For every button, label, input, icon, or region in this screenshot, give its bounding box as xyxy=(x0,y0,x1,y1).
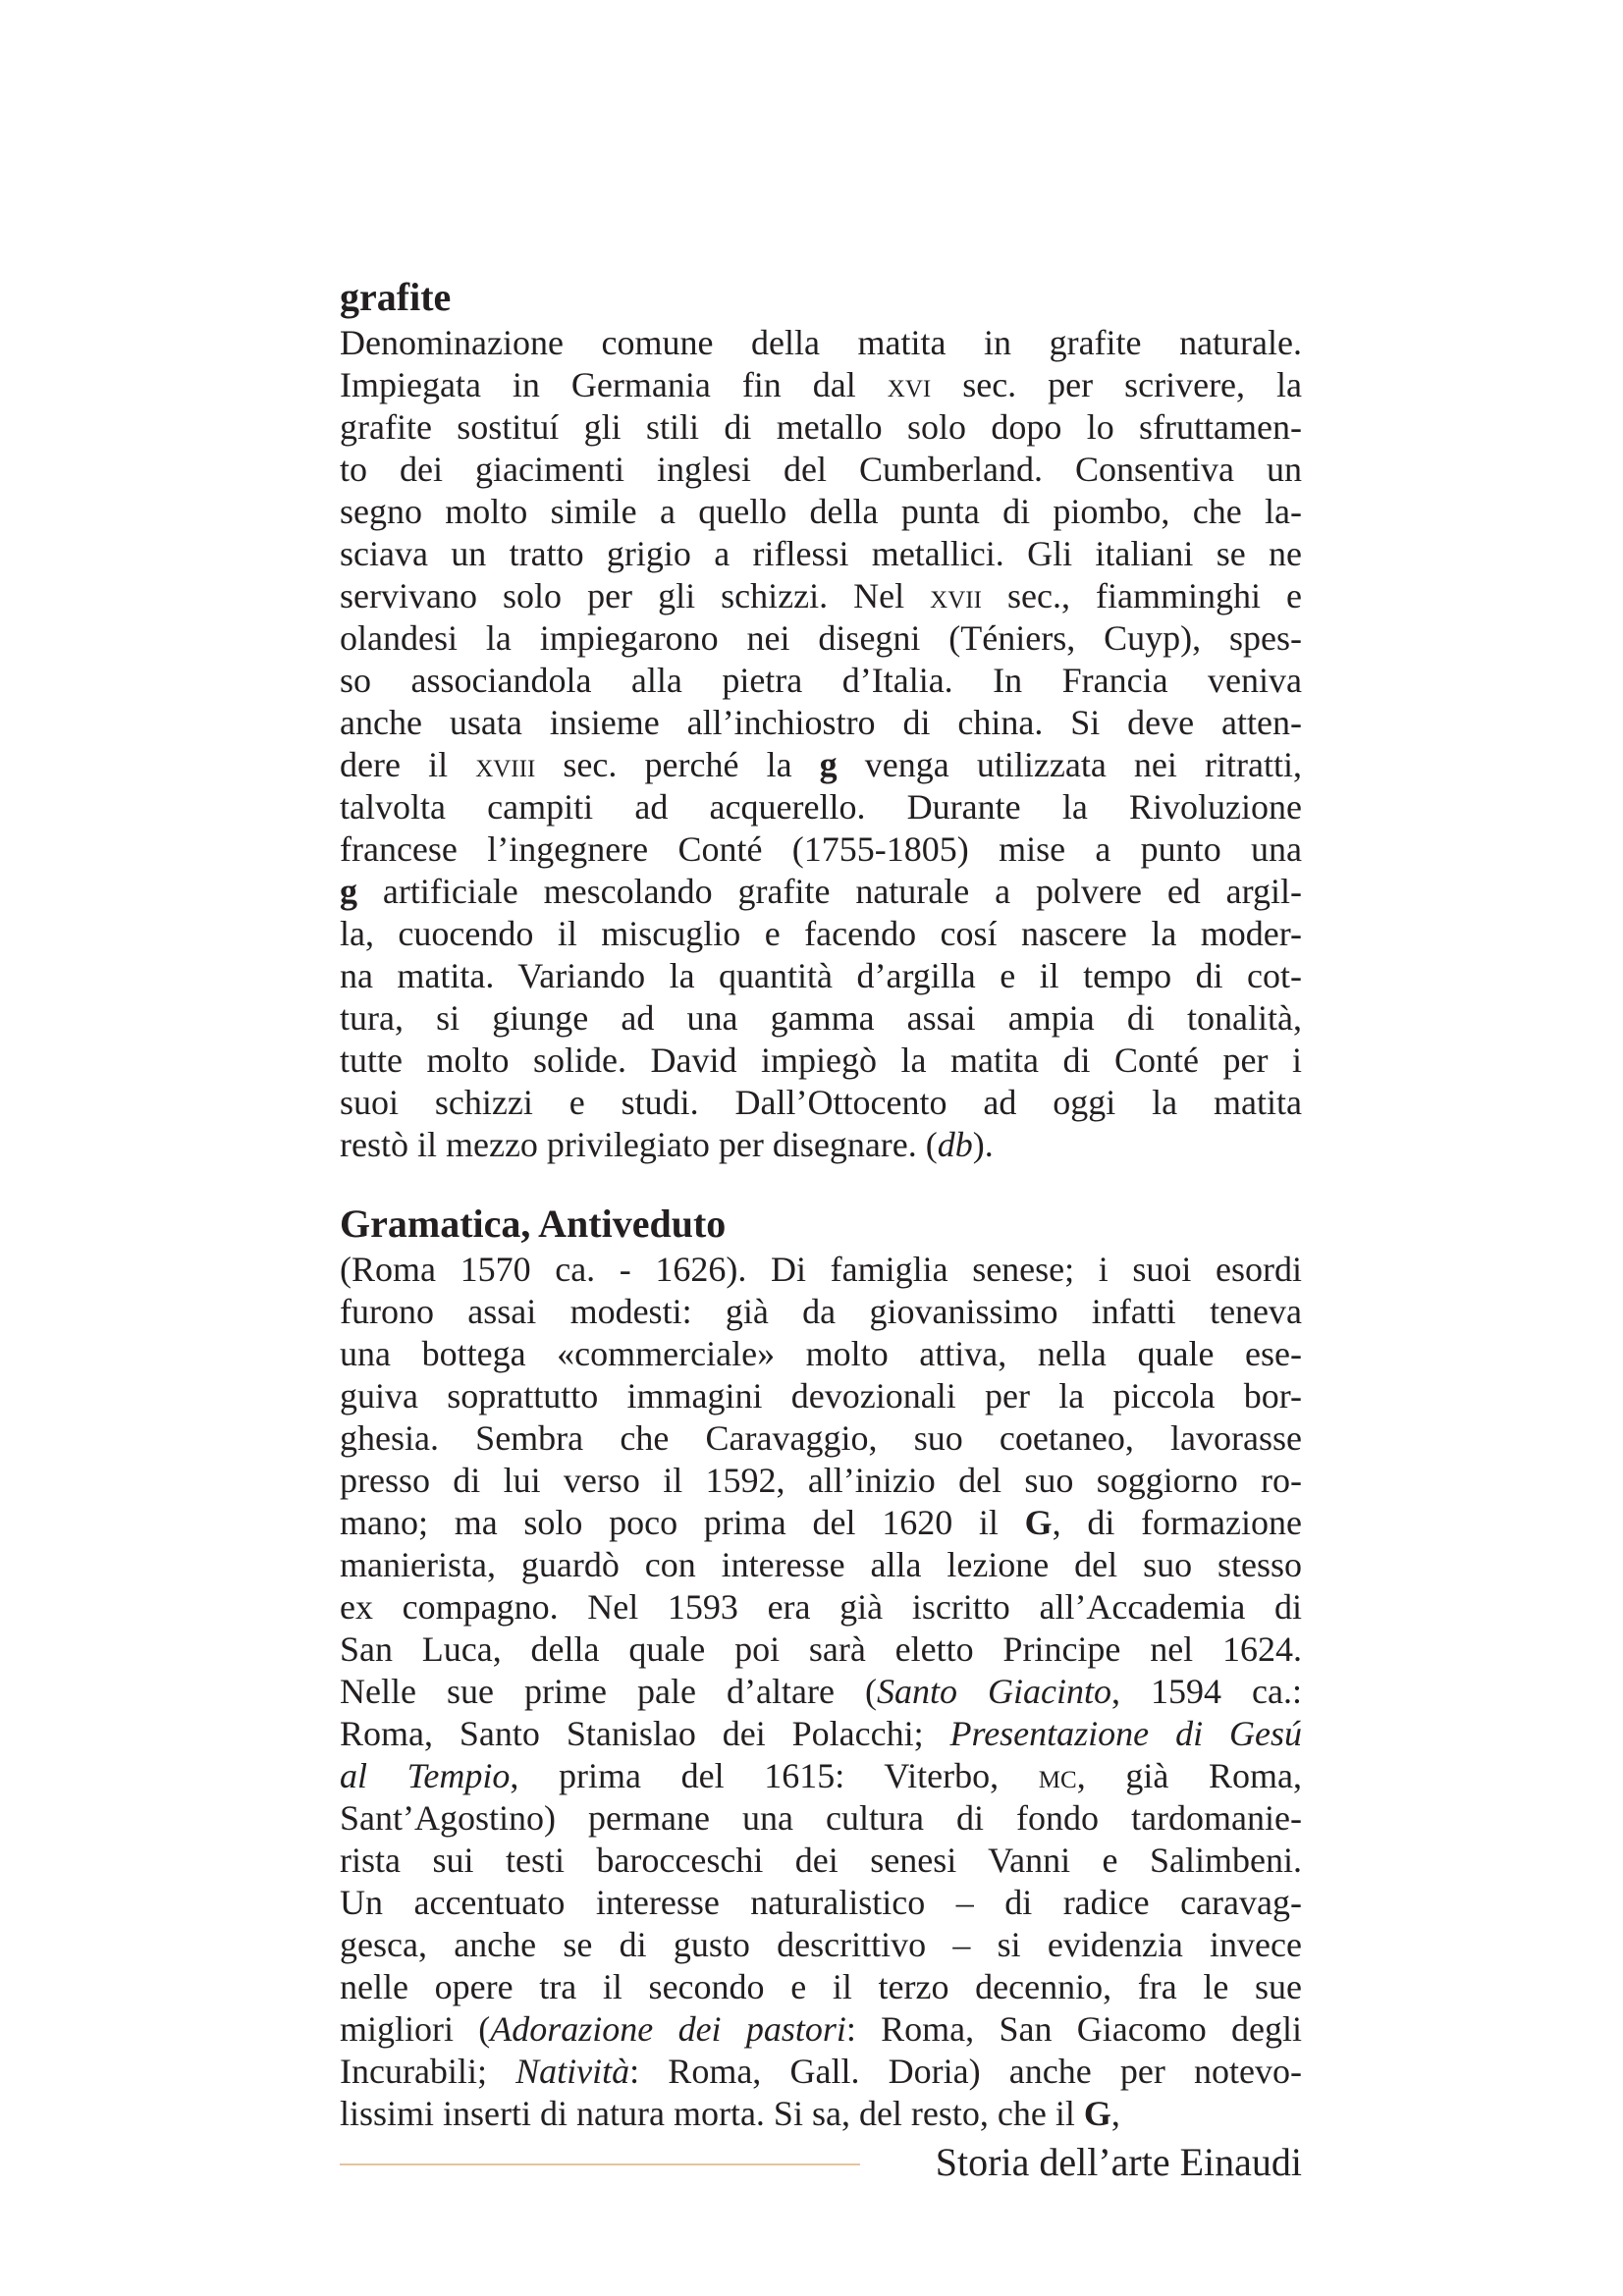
text-line xyxy=(340,617,1302,660)
text-run: gesca, anche se di gusto descrittivo – si evidenzia invece xyxy=(340,1925,1302,1964)
text-line xyxy=(340,1924,1302,1966)
text-run: lissimi inserti di natura morta. Si sa, del resto, che il xyxy=(340,2094,1084,2133)
text-line xyxy=(340,1249,1302,1291)
text-line xyxy=(340,871,1302,913)
text-run: rista sui testi barocceschi dei senesi Vanni e Salimbeni. xyxy=(340,1841,1302,1880)
text-run: al Tempio xyxy=(340,1756,511,1795)
text-line xyxy=(340,533,1302,575)
text-run: dere il xyxy=(340,745,476,784)
text-run: suoi schizzi e studi. Dall’Ottocento ad oggi la matita xyxy=(340,1083,1302,1122)
text-line xyxy=(340,1713,1302,1755)
text-line xyxy=(340,1291,1302,1333)
text-line xyxy=(340,1082,1302,1124)
text-line xyxy=(340,1755,1302,1797)
text-run: , prima del 1615: Viterbo, xyxy=(510,1756,1039,1795)
text-run: Denominazione comune della matita in grafite naturale. xyxy=(340,323,1302,362)
text-run: xvii xyxy=(930,576,982,615)
entry-body xyxy=(340,1249,1302,2135)
text-line xyxy=(340,575,1302,617)
text-line xyxy=(340,1966,1302,2008)
text-line xyxy=(340,1586,1302,1629)
text-run: sec., fiamminghi e xyxy=(981,576,1303,615)
entry-gramatica xyxy=(340,1201,1302,2135)
text-run: mc xyxy=(1038,1756,1077,1795)
text-run: ghesia. Sembra che Caravaggio, suo coetaneo, lavorasse xyxy=(340,1418,1302,1458)
text-run: G xyxy=(1024,1503,1053,1542)
text-run: francese l’ingegnere Conté (1755-1805) mise a punto una xyxy=(340,829,1302,869)
text-run: na matita. Variando la quantità d’argilla e il tempo di cot- xyxy=(340,956,1302,995)
text-run: segno molto simile a quello della punta di piombo, che la- xyxy=(340,492,1302,531)
text-run: sec. perché la xyxy=(535,745,820,784)
text-line xyxy=(340,1040,1302,1082)
text-run: G xyxy=(1083,2094,1111,2133)
text-line xyxy=(340,2008,1302,2051)
text-run: nelle opere tra il secondo e il terzo decennio, fra le sue xyxy=(340,1967,1302,2006)
text-line xyxy=(340,406,1302,449)
text-run: restò il mezzo privilegiato per disegnare. ( xyxy=(340,1125,938,1164)
text-run: presso di lui verso il 1592, all’inizio del suo soggiorno ro- xyxy=(340,1461,1302,1500)
text-line xyxy=(340,997,1302,1040)
text-line xyxy=(340,744,1302,786)
text-line xyxy=(340,1629,1302,1671)
entry-grafite xyxy=(340,275,1302,1166)
text-run: ). xyxy=(972,1125,994,1164)
text-run: , già Roma, xyxy=(1076,1756,1302,1795)
text-line xyxy=(340,955,1302,997)
text-run: xvi xyxy=(887,365,932,404)
text-line xyxy=(340,2093,1302,2135)
entry-body xyxy=(340,322,1302,1166)
text-run: anche usata insieme all’inchiostro di china. Si deve atten- xyxy=(340,703,1302,742)
text-line xyxy=(340,364,1302,406)
page-footer xyxy=(340,2138,1302,2187)
text-line xyxy=(340,913,1302,955)
text-run: sciava un tratto grigio a riflessi metallici. Gli italiani se ne xyxy=(340,534,1302,573)
text-run: Santo Giacinto xyxy=(876,1672,1111,1711)
text-run: (Roma 1570 ca. - 1626). Di famiglia senese; i suoi esordi xyxy=(340,1250,1302,1289)
text-run: sec. per scrivere, la xyxy=(931,365,1303,404)
text-run: manierista, guardò con interesse alla lezione del suo stesso xyxy=(340,1545,1302,1584)
text-run: Incurabili; xyxy=(340,2052,516,2091)
text-line xyxy=(340,1375,1302,1417)
text-run: xviii xyxy=(475,745,536,784)
text-run: migliori ( xyxy=(340,2009,491,2049)
text-run: tura, si giunge ad una gamma assai ampia di tonalità, xyxy=(340,998,1302,1038)
text-run: artificiale mescolando grafite naturale a polvere ed argil- xyxy=(357,872,1302,911)
text-run: Natività xyxy=(515,2052,630,2091)
entry-title: grafite xyxy=(340,275,452,319)
text-run: Roma, Santo Stanislao dei Polacchi; xyxy=(340,1714,950,1753)
text-run: una bottega «commerciale» molto attiva, nella quale ese- xyxy=(340,1334,1302,1373)
text-line xyxy=(340,1417,1302,1460)
text-line xyxy=(340,1544,1302,1586)
text-run: Presentazione di Gesú xyxy=(949,1714,1302,1753)
text-run: so associandola alla pietra d’Italia. In Francia veniva xyxy=(340,661,1302,700)
text-run: servivano solo per gli schizzi. Nel xyxy=(340,576,931,615)
text-run: mano; ma solo poco prima del 1620 il xyxy=(340,1503,1025,1542)
text-run: Impiegata in Germania fin dal xyxy=(340,365,888,404)
text-line xyxy=(340,322,1302,364)
text-line xyxy=(340,2051,1302,2093)
text-line xyxy=(340,1124,1302,1166)
text-run: la, cuocendo il miscuglio e facendo cosí nascere la moder- xyxy=(340,914,1302,953)
text-run: g xyxy=(340,872,357,911)
footer-rule xyxy=(340,2163,860,2165)
text-run: , 1594 ca.: xyxy=(1110,1672,1303,1711)
text-run: Un accentuato interesse naturalistico – di radice caravag- xyxy=(340,1883,1302,1922)
text-line xyxy=(340,1840,1302,1882)
text-run: San Luca, della quale poi sarà eletto Principe nel 1624. xyxy=(340,1629,1302,1669)
text-run: g xyxy=(819,745,838,784)
text-run: grafite sostituí gli stili di metallo solo dopo lo sfruttamen- xyxy=(340,407,1302,447)
text-run: ex compagno. Nel 1593 era già iscritto all’Accademia di xyxy=(340,1587,1302,1627)
text-line xyxy=(340,660,1302,702)
text-run: to dei giacimenti inglesi del Cumberland. Consentiva un xyxy=(340,450,1302,489)
text-run: : Roma, Gall. Doria) anche per notevo- xyxy=(629,2052,1302,2091)
text-column xyxy=(340,275,1302,2135)
text-line xyxy=(340,491,1302,533)
footer-publication-title: Storia dell’arte Einaudi xyxy=(935,2140,1302,2184)
text-run: furono assai modesti: già da giovanissimo infatti teneva xyxy=(340,1292,1302,1331)
text-run: guiva soprattutto immagini devozionali per la piccola bor- xyxy=(340,1376,1302,1415)
text-line xyxy=(340,1502,1302,1544)
text-line xyxy=(340,1882,1302,1924)
text-line xyxy=(340,449,1302,491)
text-line xyxy=(340,1460,1302,1502)
text-run: talvolta campiti ad acquerello. Durante la Rivoluzione xyxy=(340,787,1302,827)
text-run: olandesi la impiegarono nei disegni (Téniers, Cuyp), spes- xyxy=(340,618,1302,658)
text-run: db xyxy=(937,1125,973,1164)
entry-title: Gramatica, Antiveduto xyxy=(340,1201,727,1246)
text-run: tutte molto solide. David impiegò la matita di Conté per i xyxy=(340,1041,1302,1080)
text-run: Sant’Agostino) permane una cultura di fondo tardomanie- xyxy=(340,1798,1302,1838)
text-run: Adorazione dei pastori xyxy=(490,2009,846,2049)
text-line xyxy=(340,786,1302,828)
text-line xyxy=(340,828,1302,871)
text-run: , di formazione xyxy=(1052,1503,1302,1542)
text-line xyxy=(340,1333,1302,1375)
text-line xyxy=(340,702,1302,744)
text-run: , xyxy=(1110,2094,1120,2133)
text-line xyxy=(340,1671,1302,1713)
text-run: venga utilizzata nei ritratti, xyxy=(837,745,1302,784)
text-line xyxy=(340,1797,1302,1840)
text-run: Nelle sue prime pale d’altare ( xyxy=(340,1672,877,1711)
text-run: : Roma, San Giacomo degli xyxy=(845,2009,1302,2049)
